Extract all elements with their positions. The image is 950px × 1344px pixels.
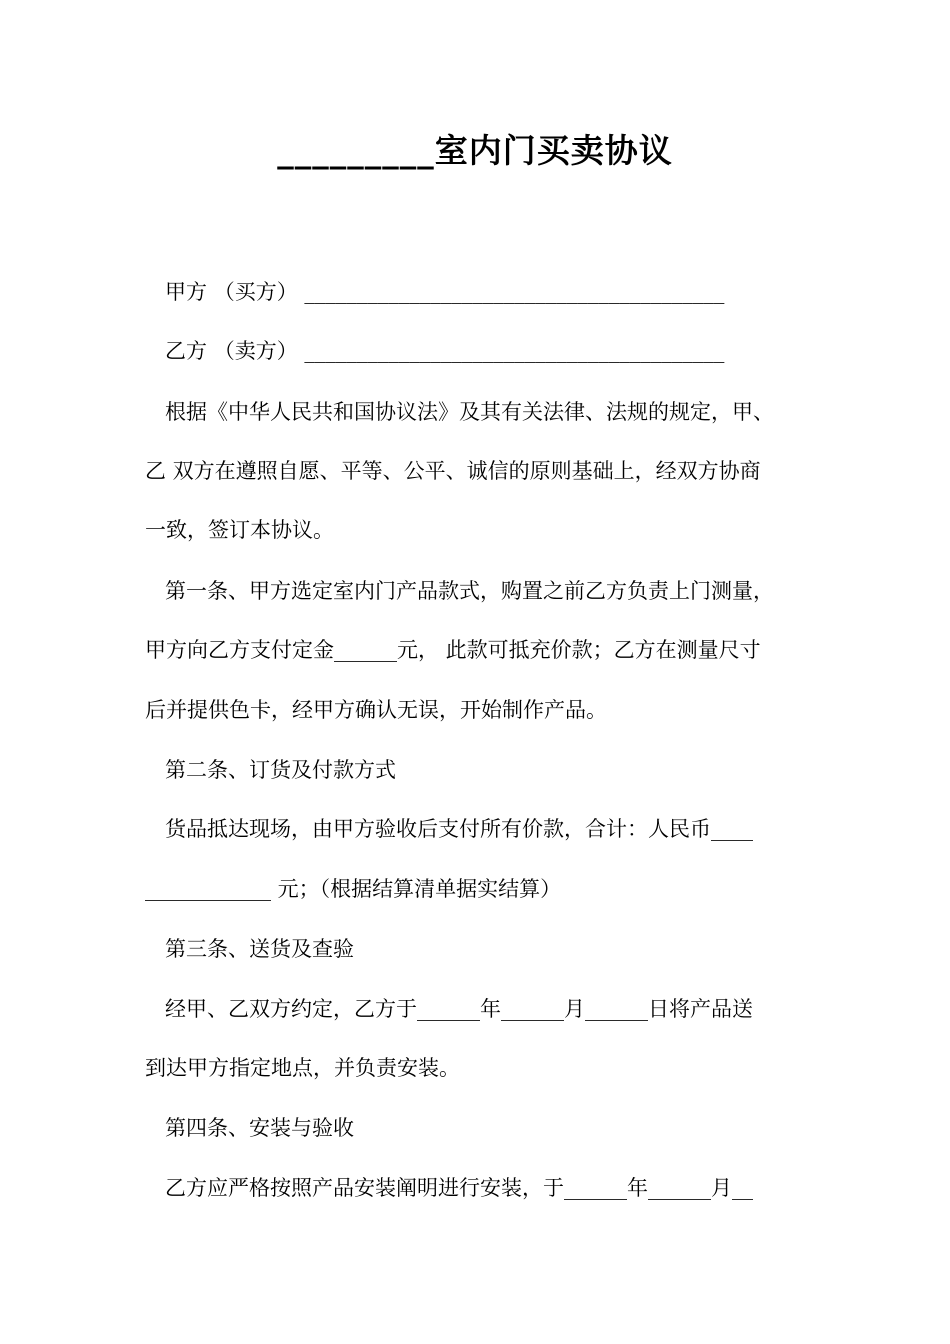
party-a-line: 甲方 （买方） ________________________________________	[145, 280, 725, 304]
article-3-line-1: 经甲、乙双方约定，乙方于______年______月______日将产品送	[145, 997, 754, 1021]
article-3-line-2: 到达甲方指定地点，并负责安装。	[145, 1056, 460, 1080]
document-title: _________室内门买卖协议	[277, 131, 673, 170]
preamble-line-3: 一致，签订本协议。	[145, 518, 334, 542]
preamble-line-2: 乙 双方在遵照自愿、平等、公平、诚信的原则基础上，经双方协商	[145, 459, 761, 483]
article-1-line-1: 第一条、甲方选定室内门产品款式，购置之前乙方负责上门测量，	[145, 579, 775, 603]
article-1-line-2: 甲方向乙方支付定金______元， 此款可抵充价款；乙方在测量尺寸	[145, 638, 761, 662]
article-2-heading: 第二条、订货及付款方式	[145, 758, 397, 782]
article-2-line-1: 货品抵达现场，由甲方验收后支付所有价款，合计：人民币____	[145, 817, 754, 841]
party-b-line: 乙方 （卖方） ________________________________________	[145, 339, 725, 363]
article-1-line-3: 后并提供色卡，经甲方确认无误，开始制作产品。	[145, 698, 607, 722]
preamble-line-1: 根据《中华人民共和国协议法》及其有关法律、法规的规定，甲、	[145, 400, 775, 424]
article-4-heading: 第四条、安装与验收	[145, 1116, 355, 1140]
article-4-line-1: 乙方应严格按照产品安装阐明进行安装，于______年______月__	[145, 1176, 754, 1200]
article-3-heading: 第三条、送货及查验	[145, 937, 355, 961]
article-2-line-2: ____________ 元；（根据结算清单据实结算）	[145, 877, 562, 901]
